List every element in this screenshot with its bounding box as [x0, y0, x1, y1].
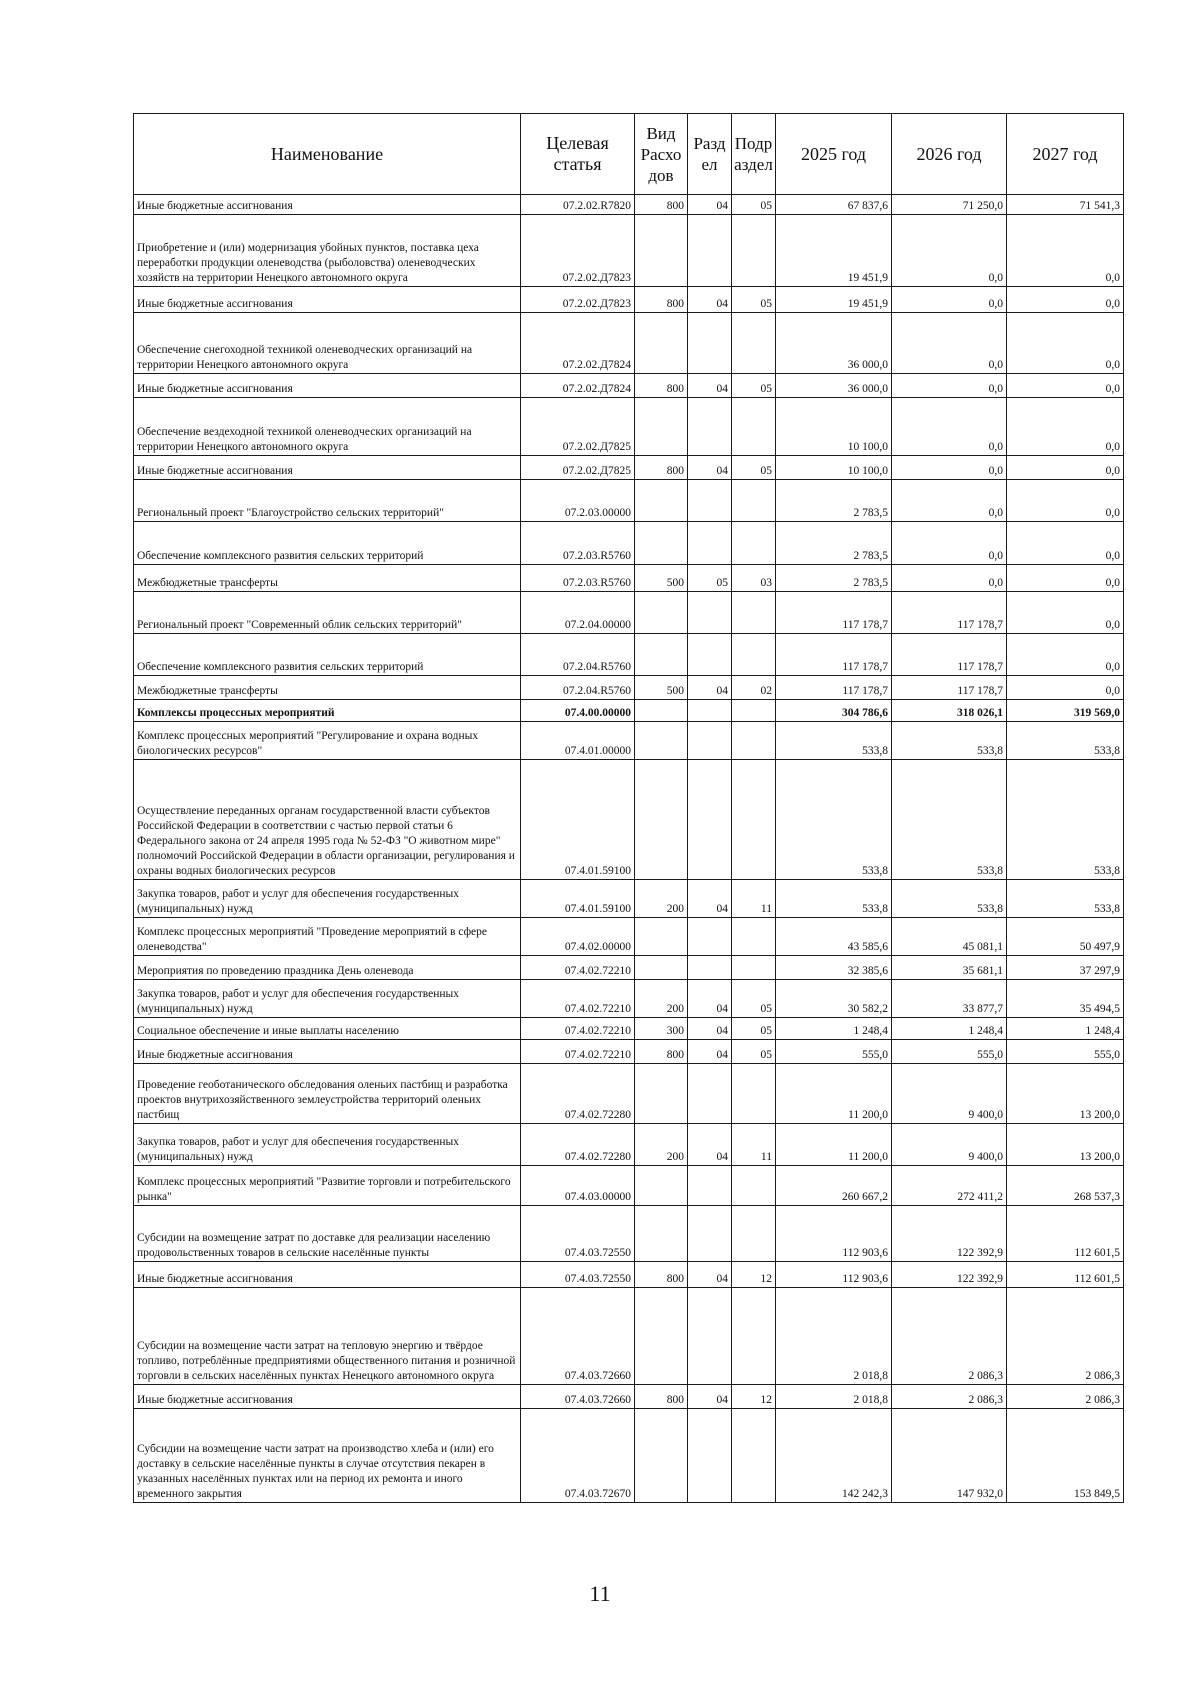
row-name: Комплекс процессных мероприятий "Регулирование и охрана водных биологических ресурсов" [134, 722, 521, 760]
row-expense-kind: 800 [635, 1040, 688, 1064]
table-row [134, 592, 1124, 634]
row-value-2027: 0,0 [1007, 676, 1124, 700]
row-name: Иные бюджетные ассигнования [134, 1385, 521, 1409]
row-value-2025: 43 585,6 [776, 918, 892, 956]
row-subsection: 05 [732, 456, 776, 480]
row-name: Комплексы процессных мероприятий [134, 700, 521, 722]
row-section: 04 [688, 880, 732, 918]
row-target-article: 07.4.03.72670 [521, 1409, 635, 1503]
row-value-2027: 50 497,9 [1007, 918, 1124, 956]
row-section [688, 918, 732, 956]
row-target-article: 07.4.01.00000 [521, 722, 635, 760]
row-value-2025: 67 837,6 [776, 195, 892, 215]
budget-table [133, 113, 1124, 1503]
row-section [688, 956, 732, 980]
row-expense-kind [635, 956, 688, 980]
row-expense-kind: 500 [635, 676, 688, 700]
table-row [134, 1166, 1124, 1206]
row-value-2025: 533,8 [776, 722, 892, 760]
row-value-2025: 2 018,8 [776, 1385, 892, 1409]
header-subsection: Подр аздел [732, 114, 776, 195]
row-value-2027: 319 569,0 [1007, 700, 1124, 722]
row-expense-kind [635, 480, 688, 522]
row-target-article: 07.2.04.R5760 [521, 676, 635, 700]
row-value-2025: 533,8 [776, 880, 892, 918]
row-target-article: 07.2.02.Д7823 [521, 287, 635, 313]
row-value-2026: 9 400,0 [892, 1124, 1007, 1166]
row-expense-kind [635, 1064, 688, 1124]
table-row [134, 565, 1124, 592]
row-target-article: 07.4.01.59100 [521, 760, 635, 880]
row-value-2027: 35 494,5 [1007, 980, 1124, 1018]
row-subsection [732, 1409, 776, 1503]
row-value-2026: 272 411,2 [892, 1166, 1007, 1206]
row-value-2025: 2 018,8 [776, 1288, 892, 1385]
row-value-2027: 2 086,3 [1007, 1385, 1124, 1409]
row-value-2026: 45 081,1 [892, 918, 1007, 956]
row-value-2025: 142 242,3 [776, 1409, 892, 1503]
row-expense-kind [635, 722, 688, 760]
row-target-article: 07.4.02.72280 [521, 1064, 635, 1124]
row-expense-kind: 500 [635, 565, 688, 592]
row-subsection [732, 700, 776, 722]
row-value-2026: 0,0 [892, 287, 1007, 313]
row-value-2027: 555,0 [1007, 1040, 1124, 1064]
row-value-2027: 13 200,0 [1007, 1064, 1124, 1124]
row-target-article: 07.4.03.72550 [521, 1262, 635, 1288]
row-section [688, 722, 732, 760]
page-number: 11 [589, 1581, 611, 1606]
row-section [688, 1206, 732, 1262]
row-section [688, 1409, 732, 1503]
row-target-article: 07.4.02.72210 [521, 1040, 635, 1064]
row-value-2027: 13 200,0 [1007, 1124, 1124, 1166]
row-subsection: 12 [732, 1262, 776, 1288]
row-section: 04 [688, 980, 732, 1018]
table-row [134, 1385, 1124, 1409]
row-subsection [732, 592, 776, 634]
table-row [134, 398, 1124, 456]
row-section: 04 [688, 1018, 732, 1040]
row-section: 04 [688, 1040, 732, 1064]
row-value-2027: 112 601,5 [1007, 1262, 1124, 1288]
table-row [134, 1262, 1124, 1288]
row-value-2026: 0,0 [892, 565, 1007, 592]
row-target-article: 07.2.02.Д7825 [521, 398, 635, 456]
row-name: Субсидии на возмещение части затрат на производство хлеба и (или) его доставку в сельские населённые пункты в случае отсутствия пекарен в указанных населённых пунктах или на период их ремонта и иного временного закрытия [134, 1409, 521, 1503]
table-row [134, 918, 1124, 956]
row-value-2026: 533,8 [892, 880, 1007, 918]
header-2025: 2025 год [776, 114, 892, 195]
row-value-2026: 555,0 [892, 1040, 1007, 1064]
table-row [134, 195, 1124, 215]
table-row [134, 1018, 1124, 1040]
row-expense-kind: 800 [635, 195, 688, 215]
row-value-2027: 533,8 [1007, 760, 1124, 880]
row-name: Иные бюджетные ассигнования [134, 1040, 521, 1064]
row-subsection [732, 398, 776, 456]
row-value-2027: 0,0 [1007, 313, 1124, 374]
row-subsection [732, 1166, 776, 1206]
row-value-2026: 117 178,7 [892, 676, 1007, 700]
row-name: Закупка товаров, работ и услуг для обеспечения государственных (муниципальных) нужд [134, 880, 521, 918]
row-name: Закупка товаров, работ и услуг для обеспечения государственных (муниципальных) нужд [134, 980, 521, 1018]
row-subsection: 11 [732, 880, 776, 918]
row-value-2025: 555,0 [776, 1040, 892, 1064]
row-value-2025: 2 783,5 [776, 565, 892, 592]
row-expense-kind: 200 [635, 1124, 688, 1166]
row-name: Обеспечение снегоходной техникой оленеводческих организаций на территории Ненецкого автономного округа [134, 313, 521, 374]
table-row [134, 722, 1124, 760]
row-name: Субсидии на возмещение затрат по доставке для реализации населению продовольственных товаров в сельские населённые пункты [134, 1206, 521, 1262]
row-target-article: 07.4.02.72210 [521, 980, 635, 1018]
row-subsection [732, 313, 776, 374]
row-value-2025: 30 582,2 [776, 980, 892, 1018]
row-value-2025: 304 786,6 [776, 700, 892, 722]
table-row [134, 700, 1124, 722]
table-row [134, 880, 1124, 918]
row-section [688, 215, 732, 287]
row-subsection: 05 [732, 1040, 776, 1064]
row-section [688, 480, 732, 522]
row-subsection [732, 918, 776, 956]
row-value-2027: 533,8 [1007, 722, 1124, 760]
row-value-2027: 153 849,5 [1007, 1409, 1124, 1503]
row-subsection: 05 [732, 374, 776, 398]
table-row [134, 313, 1124, 374]
row-section [688, 760, 732, 880]
row-subsection: 05 [732, 195, 776, 215]
row-expense-kind [635, 592, 688, 634]
row-name: Мероприятия по проведению праздника День оленевода [134, 956, 521, 980]
row-subsection [732, 1288, 776, 1385]
row-value-2026: 0,0 [892, 215, 1007, 287]
row-name: Иные бюджетные ассигнования [134, 287, 521, 313]
row-value-2025: 117 178,7 [776, 634, 892, 676]
row-value-2026: 9 400,0 [892, 1064, 1007, 1124]
header-name: Наименование [134, 114, 521, 195]
row-value-2027: 37 297,9 [1007, 956, 1124, 980]
row-value-2026: 147 932,0 [892, 1409, 1007, 1503]
row-value-2025: 112 903,6 [776, 1262, 892, 1288]
row-value-2025: 32 385,6 [776, 956, 892, 980]
row-value-2027: 0,0 [1007, 522, 1124, 565]
row-target-article: 07.4.02.72210 [521, 1018, 635, 1040]
row-expense-kind [635, 215, 688, 287]
row-subsection [732, 480, 776, 522]
row-name: Межбюджетные трансферты [134, 565, 521, 592]
row-expense-kind: 300 [635, 1018, 688, 1040]
row-expense-kind: 800 [635, 287, 688, 313]
row-target-article: 07.2.02.Д7823 [521, 215, 635, 287]
row-value-2025: 2 783,5 [776, 522, 892, 565]
table-row [134, 1409, 1124, 1503]
row-value-2025: 10 100,0 [776, 456, 892, 480]
row-target-article: 07.2.02.Д7825 [521, 456, 635, 480]
row-subsection: 05 [732, 1018, 776, 1040]
row-section: 04 [688, 374, 732, 398]
table-row [134, 980, 1124, 1018]
row-value-2027: 0,0 [1007, 215, 1124, 287]
table-row [134, 1124, 1124, 1166]
row-subsection [732, 760, 776, 880]
table-row [134, 956, 1124, 980]
row-name: Иные бюджетные ассигнования [134, 1262, 521, 1288]
row-expense-kind: 800 [635, 374, 688, 398]
row-expense-kind [635, 1206, 688, 1262]
row-subsection: 03 [732, 565, 776, 592]
row-name: Субсидии на возмещение части затрат на тепловую энергию и твёрдое топливо, потреблённые предприятиями общественного питания и розничной торговли в сельских населённых пунктах Ненецкого автономного округа [134, 1288, 521, 1385]
row-expense-kind [635, 700, 688, 722]
row-value-2026: 117 178,7 [892, 592, 1007, 634]
header-2026: 2026 год [892, 114, 1007, 195]
row-value-2026: 0,0 [892, 456, 1007, 480]
table-row [134, 676, 1124, 700]
row-target-article: 07.4.02.72280 [521, 1124, 635, 1166]
table-row [134, 1064, 1124, 1124]
table-body [134, 195, 1124, 1503]
row-subsection [732, 215, 776, 287]
row-expense-kind [635, 522, 688, 565]
row-name: Закупка товаров, работ и услуг для обеспечения государственных (муниципальных) нужд [134, 1124, 521, 1166]
row-value-2025: 117 178,7 [776, 592, 892, 634]
row-name: Комплекс процессных мероприятий "Проведение мероприятий в сфере оленеводства" [134, 918, 521, 956]
row-value-2026: 71 250,0 [892, 195, 1007, 215]
row-target-article: 07.4.03.00000 [521, 1166, 635, 1206]
header-section: Разд ел [688, 114, 732, 195]
row-value-2027: 112 601,5 [1007, 1206, 1124, 1262]
row-name: Комплекс процессных мероприятий "Развитие торговли и потребительского рынка" [134, 1166, 521, 1206]
row-name: Межбюджетные трансферты [134, 676, 521, 700]
row-value-2025: 112 903,6 [776, 1206, 892, 1262]
row-value-2026: 122 392,9 [892, 1262, 1007, 1288]
row-value-2026: 0,0 [892, 522, 1007, 565]
table-row [134, 456, 1124, 480]
row-expense-kind [635, 398, 688, 456]
row-section [688, 700, 732, 722]
row-section: 04 [688, 676, 732, 700]
row-subsection [732, 634, 776, 676]
row-name: Обеспечение комплексного развития сельских территорий [134, 634, 521, 676]
table-row [134, 1040, 1124, 1064]
row-expense-kind: 200 [635, 880, 688, 918]
row-target-article: 07.2.02.R7820 [521, 195, 635, 215]
row-value-2027: 0,0 [1007, 634, 1124, 676]
row-value-2027: 0,0 [1007, 480, 1124, 522]
row-name: Социальное обеспечение и иные выплаты населению [134, 1018, 521, 1040]
row-expense-kind [635, 313, 688, 374]
row-target-article: 07.2.02.Д7824 [521, 374, 635, 398]
row-value-2026: 0,0 [892, 480, 1007, 522]
row-subsection [732, 956, 776, 980]
row-value-2025: 533,8 [776, 760, 892, 880]
row-section [688, 522, 732, 565]
header-2027: 2027 год [1007, 114, 1124, 195]
table-row [134, 287, 1124, 313]
row-value-2027: 0,0 [1007, 374, 1124, 398]
table-row [134, 634, 1124, 676]
row-expense-kind [635, 1166, 688, 1206]
row-value-2027: 0,0 [1007, 565, 1124, 592]
row-section: 04 [688, 456, 732, 480]
row-expense-kind: 800 [635, 1385, 688, 1409]
row-name: Иные бюджетные ассигнования [134, 374, 521, 398]
row-value-2025: 2 783,5 [776, 480, 892, 522]
row-section: 04 [688, 287, 732, 313]
row-value-2027: 1 248,4 [1007, 1018, 1124, 1040]
row-expense-kind: 800 [635, 1262, 688, 1288]
row-value-2025: 11 200,0 [776, 1064, 892, 1124]
row-name: Региональный проект "Современный облик сельских территорий" [134, 592, 521, 634]
row-target-article: 07.4.03.72550 [521, 1206, 635, 1262]
row-value-2026: 33 877,7 [892, 980, 1007, 1018]
table-row [134, 760, 1124, 880]
row-expense-kind [635, 1409, 688, 1503]
row-name: Обеспечение вездеходной техникой оленеводческих организаций на территории Ненецкого автономного округа [134, 398, 521, 456]
row-value-2025: 11 200,0 [776, 1124, 892, 1166]
table-row [134, 480, 1124, 522]
row-name: Региональный проект "Благоустройство сельских территорий" [134, 480, 521, 522]
row-value-2025: 36 000,0 [776, 374, 892, 398]
row-value-2027: 533,8 [1007, 880, 1124, 918]
row-name: Проведение геоботанического обследования оленьих пастбищ и разработка проектов внутрихозяйственного землеустройства территорий оленьих пастбищ [134, 1064, 521, 1124]
row-target-article: 07.2.03.R5760 [521, 565, 635, 592]
row-value-2026: 533,8 [892, 760, 1007, 880]
row-target-article: 07.2.04.R5760 [521, 634, 635, 676]
row-section [688, 313, 732, 374]
header-target-article: Целевая статья [521, 114, 635, 195]
row-value-2025: 10 100,0 [776, 398, 892, 456]
row-section [688, 634, 732, 676]
row-section [688, 1166, 732, 1206]
row-value-2025: 19 451,9 [776, 287, 892, 313]
row-value-2026: 318 026,1 [892, 700, 1007, 722]
row-name: Иные бюджетные ассигнования [134, 456, 521, 480]
row-section: 04 [688, 1124, 732, 1166]
row-value-2026: 1 248,4 [892, 1018, 1007, 1040]
row-section [688, 1288, 732, 1385]
row-value-2026: 122 392,9 [892, 1206, 1007, 1262]
row-expense-kind [635, 918, 688, 956]
row-name: Осуществление переданных органам государственной власти субъектов Российской Федерации в соответствии с частью первой статьи 6 Федерального закона от 24 апреля 1995 года № 52-ФЗ "О животном мире" полномочий Российской Федерации в области организации, регулирования и охраны водных биологических ресурсов [134, 760, 521, 880]
row-name: Иные бюджетные ассигнования [134, 195, 521, 215]
row-name: Обеспечение комплексного развития сельских территорий [134, 522, 521, 565]
row-target-article: 07.2.03.00000 [521, 480, 635, 522]
row-target-article: 07.2.02.Д7824 [521, 313, 635, 374]
row-subsection: 05 [732, 287, 776, 313]
row-target-article: 07.4.03.72660 [521, 1385, 635, 1409]
row-section [688, 1064, 732, 1124]
row-section: 04 [688, 1385, 732, 1409]
row-value-2027: 0,0 [1007, 592, 1124, 634]
row-target-article: 07.4.00.00000 [521, 700, 635, 722]
row-section: 04 [688, 1262, 732, 1288]
row-value-2027: 0,0 [1007, 456, 1124, 480]
table-header-row [134, 114, 1124, 195]
header-expense-kind: Вид Расхо дов [635, 114, 688, 195]
row-value-2026: 0,0 [892, 313, 1007, 374]
row-value-2027: 268 537,3 [1007, 1166, 1124, 1206]
row-value-2027: 71 541,3 [1007, 195, 1124, 215]
table-row [134, 215, 1124, 287]
row-value-2025: 117 178,7 [776, 676, 892, 700]
row-value-2026: 0,0 [892, 398, 1007, 456]
row-value-2027: 0,0 [1007, 287, 1124, 313]
row-section: 05 [688, 565, 732, 592]
row-subsection [732, 1064, 776, 1124]
row-subsection [732, 1206, 776, 1262]
row-value-2027: 0,0 [1007, 398, 1124, 456]
row-section [688, 592, 732, 634]
row-target-article: 07.2.03.R5760 [521, 522, 635, 565]
row-expense-kind [635, 634, 688, 676]
table-row [134, 374, 1124, 398]
row-target-article: 07.4.02.00000 [521, 918, 635, 956]
row-subsection: 05 [732, 980, 776, 1018]
row-value-2025: 36 000,0 [776, 313, 892, 374]
row-subsection: 02 [732, 676, 776, 700]
row-value-2025: 260 667,2 [776, 1166, 892, 1206]
row-value-2026: 2 086,3 [892, 1385, 1007, 1409]
row-value-2026: 117 178,7 [892, 634, 1007, 676]
row-expense-kind: 200 [635, 980, 688, 1018]
row-section: 04 [688, 195, 732, 215]
row-target-article: 07.2.04.00000 [521, 592, 635, 634]
row-expense-kind [635, 1288, 688, 1385]
row-value-2025: 19 451,9 [776, 215, 892, 287]
row-target-article: 07.4.01.59100 [521, 880, 635, 918]
row-target-article: 07.4.02.72210 [521, 956, 635, 980]
row-value-2025: 1 248,4 [776, 1018, 892, 1040]
row-expense-kind [635, 760, 688, 880]
table-row [134, 1288, 1124, 1385]
table-row [134, 1206, 1124, 1262]
row-subsection [732, 522, 776, 565]
row-value-2026: 0,0 [892, 374, 1007, 398]
row-subsection: 12 [732, 1385, 776, 1409]
table-row [134, 522, 1124, 565]
row-value-2027: 2 086,3 [1007, 1288, 1124, 1385]
row-value-2026: 533,8 [892, 722, 1007, 760]
row-name: Приобретение и (или) модернизация убойных пунктов, поставка цеха переработки продукции оленеводства (рыболовства) оленеводческих хозяйств на территории Ненецкого автономного округа [134, 215, 521, 287]
row-section [688, 398, 732, 456]
row-subsection: 11 [732, 1124, 776, 1166]
row-subsection [732, 722, 776, 760]
row-value-2026: 2 086,3 [892, 1288, 1007, 1385]
row-target-article: 07.4.03.72660 [521, 1288, 635, 1385]
row-value-2026: 35 681,1 [892, 956, 1007, 980]
row-expense-kind: 800 [635, 456, 688, 480]
